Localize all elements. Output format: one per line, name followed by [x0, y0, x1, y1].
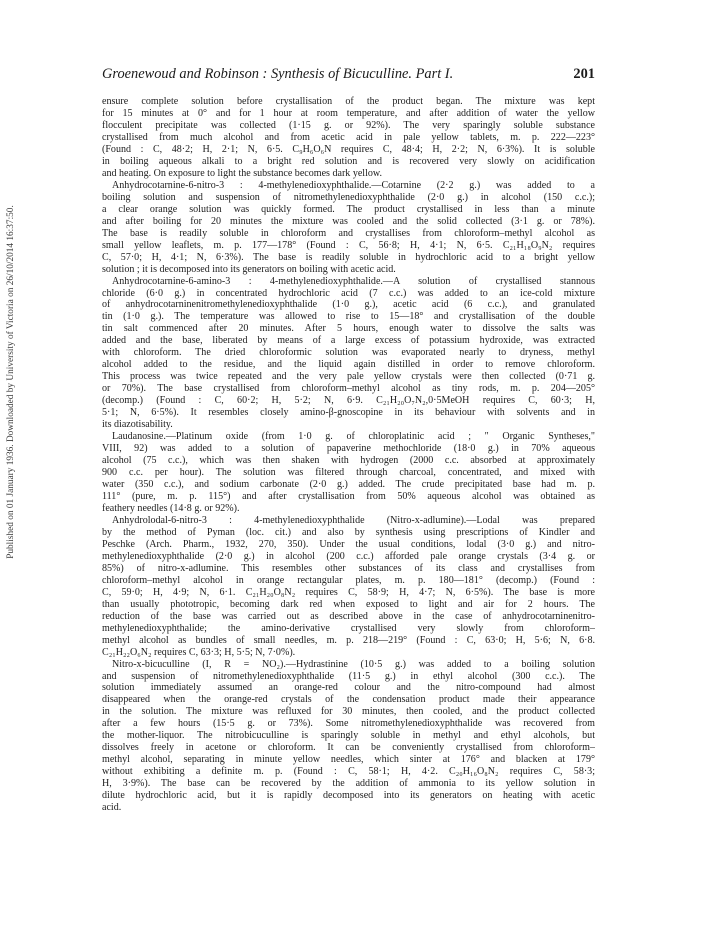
body-line: ensure complete solution before crystallisation of the product began. The mixture was kept [102, 96, 595, 107]
body-line: methylenedioxyphthalide (2·0 g.) in alcohol (200 c.c.) afforded pale orange crystals (3·4 g. or [102, 550, 595, 562]
body-line: Anhydrolodal-6-nitro-3 : 4-methylenedioxyphthalide (Nitro-x-adlumine).—Lodal was prepared [112, 514, 595, 526]
body-line: and heating. On exposure to light the substance becomes dark yellow. [102, 167, 383, 179]
body-line: in the solution. The mixture was refluxed for 30 minutes, then cooled, and the product collected [102, 706, 595, 718]
body-line: C, 59·0; H, 4·9; N, 6·1. C₂₁H₂₀O₈N₂ requires C, 58·9; H, 4·7; N, 6·5%). The base is more [102, 586, 595, 598]
body-line: methylenedioxyphthalide; the amino-derivative crystallised very slowly from chloroform– [102, 622, 595, 634]
body-line: a clear orange solution was quickly formed. The product crystallised in less than a minute [102, 203, 595, 215]
body-line: 5·1; N, 6·5%). It resembles closely amino-β-gnoscopine in its behaviour with solvents and in [102, 407, 595, 419]
body-line: added and the base, liberated by means of a large excess of potassium hydroxide, was extracted [102, 335, 595, 347]
body-line: The base is readily soluble in chloroform and crystallises from chloroform–methyl alcohol as [102, 227, 595, 239]
body-line: with chloroform. The dried chloroformic solution was evaporated nearly to dryness, methyl [102, 347, 595, 359]
body-line: H, 3·9%). The base can be recovered by the addition of ammonia to its yellow solution in [102, 778, 595, 790]
article-body [102, 96, 595, 814]
body-line: of anhydrocotarninenitromethylenedioxyphthalide (1·0 g.), acetic acid (6 c.c.), and granulated [102, 299, 595, 311]
body-line: reduction of the base was carried out as described above in the case of anhydrocotarninenitro- [102, 610, 595, 622]
body-line: small yellow leaflets, m. p. 177—178° (Found : C, 56·8; H, 4·1; N, 6·5. C₂₁H₁₈O₉N₂ requires [102, 239, 595, 251]
body-line: without exhibiting a definite m. p. (Found : C, 58·1; H, 4·2. C₂₀H₁₆O₈N₂ requires C, 58·3; [102, 766, 595, 778]
body-line: VIII, 92) was added to a solution of papaverine methochloride (18·0 g.) in 70% aqueous [102, 443, 595, 455]
body-line: boiling solution and suspension of nitromethylenedioxyphthalide (2·0 g.) in alcohol (150 c.c.); [102, 191, 595, 203]
body-line: alcohol (75 c.c.), which was then shaken with hydrogen (2000 c.c. absorbed at approximately [102, 455, 595, 467]
body-line: C₂₁H₂₂O₆N₂ requires C, 63·3; H, 5·5; N, 7·0%). [102, 646, 296, 658]
running-title: Groenewoud and Robinson : Synthesis of Bicuculline. Part I. [102, 66, 454, 82]
body-line: tin salt commenced after 20 minutes. After 5 hours, enough water to dissolve the salts was [102, 323, 595, 335]
body-line: Nitro-x-bicuculline (I, R = NO₂).—Hydrastinine (10·5 g.) was added to a boiling solution [112, 658, 595, 670]
body-line: chloride (6·0 g.) in concentrated hydrochloric acid (7 c.c.) was added to an ice-cold mixture [102, 287, 595, 299]
body-line: This process was twice repeated and the very pale yellow crystals were then collected (0·71 g. [102, 371, 595, 383]
body-line: by the method of Pyman (loc. cit.) and also by synthesis using prescriptions of Kindler and [102, 526, 595, 538]
body-line: alcohol added to the residue, and the liquid again distilled in order to remove chloroform. [102, 359, 595, 371]
body-line: acid. [102, 802, 122, 814]
download-note-sidebar [4, 172, 18, 592]
body-line: and suspension of nitromethylenedioxyphthalide (11·5 g.) in ethyl alcohol (300 c.c.). The [102, 670, 595, 682]
body-line: Anhydrocotarnine-6-nitro-3 : 4-methylenedioxyphthalide.—Cotarnine (2·2 g.) was added to a [112, 179, 595, 191]
body-line: water (350 c.c.), and sodium carbonate (2·0 g.) added. The crude precipitated base had m. p. [102, 479, 595, 490]
body-line: Anhydrocotarnine-6-amino-3 : 4-methylenedioxyphthalide.—A solution of crystallised stannous [112, 275, 595, 287]
body-line: Peschke (Arch. Pharm., 1932, 270, 350). Under the usual conditions, lodal (3·0 g.) and nitro- [102, 538, 595, 550]
body-line: feathery needles (14·8 g. or 92%). [102, 502, 240, 514]
body-line: chloroform–methyl alcohol in orange rectangular plates, m. p. 180—181° (decomp.) (Found : [102, 574, 595, 586]
body-line: and after boiling for 20 minutes the mixture was cooled and the solid collected (3·1 g. or 78%). [102, 215, 595, 227]
body-line: (Found : C, 48·2; H, 2·1; N, 6·5. C₉H₆O₆N requires C, 48·4; H, 2·2; N, 6·3%). It is soluble [102, 143, 595, 155]
download-note: Published on 01 January 1936. Downloaded by University of Victoria on 26/10/2014 16:37:50. [6, 205, 16, 559]
body-line: tin (1·0 g.). The temperature was allowed to rise to 15—18° and crystallisation of the double [102, 311, 595, 323]
page-number: 201 [573, 66, 595, 82]
body-line: its diazotisability. [102, 419, 173, 431]
body-line: dissolves freely in acetone or chloroform. It can be conveniently crystallised from chloroform– [102, 742, 595, 754]
body-line: crystallised from much alcohol and from acetic acid in pale yellow tablets, m. p. 222—223° [102, 131, 595, 143]
body-line: Laudanosine.—Platinum oxide (from 1·0 g. of chloroplatinic acid ; " Organic Syntheses," [112, 431, 595, 443]
body-line: or 70%). The base crystallised from chloroform–methyl alcohol as tiny rods, m. p. 204—205° [102, 383, 595, 395]
body-line: 111° (pure, m. p. 115°) and after crystallisation from 50% aqueous alcohol was obtained as [102, 490, 595, 502]
body-line: dilute hydrochloric acid, but it is rapidly decomposed into its generators on heating with acetic [102, 790, 595, 802]
body-line: in boiling aqueous alkali to a bright red solution and is recovered very slowly on acidification [102, 155, 595, 167]
body-line: (decomp.) (Found : C, 60·2; H, 5·2; N, 6·9. C₂₁H₂₀O₇N₂,0·5MeOH requires C, 60·3; H, [102, 395, 595, 407]
body-line: 900 c.c. per hour). The solution was filtered through charcoal, concentrated, and mixed with [102, 467, 595, 479]
body-line: for 15 minutes at 0° and for 1 hour at room temperature, and after addition of water the yellow [102, 107, 595, 119]
body-line: the mother-liquor. The nitrobicuculline is sparingly soluble in methyl and ethyl alcohols, but [102, 730, 595, 742]
body-line: methyl alcohol, separating in minute yellow needles, which sinter at 176° and blacken at 179° [102, 754, 595, 766]
body-line: flocculent precipitate was collected (1·15 g. or 92%). The very sparingly soluble substance [102, 119, 595, 131]
body-line: solution ; it is decomposed into its generators on boiling with acetic acid. [102, 263, 396, 275]
body-line: C, 57·0; H, 4·1; N, 6·3%). The base is readily soluble in hydrochloric acid to a bright yellow [102, 251, 595, 263]
body-line: solution immediately assumed an orange-red colour and the nitro-compound had almost [102, 682, 595, 694]
page-header [102, 66, 595, 84]
body-line: disappeared when the orange-red crystals of the condensation product made their appearance [102, 694, 595, 706]
body-line: methyl alcohol as bundles of small needles, m. p. 218—219° (Found : C, 63·0; H, 5·6; N, 6·8. [102, 634, 595, 646]
body-line: 85%) of nitro-x-adlumine. This resembles other substances of its class and crystallises from [102, 562, 595, 574]
body-line: than usually phototropic, becoming dark red when exposed to light and air for 2 hours. The [102, 598, 595, 610]
body-line: after a few hours (15·5 g. or 73%). Some nitromethylenedioxyphthalide was recovered from [102, 718, 595, 730]
